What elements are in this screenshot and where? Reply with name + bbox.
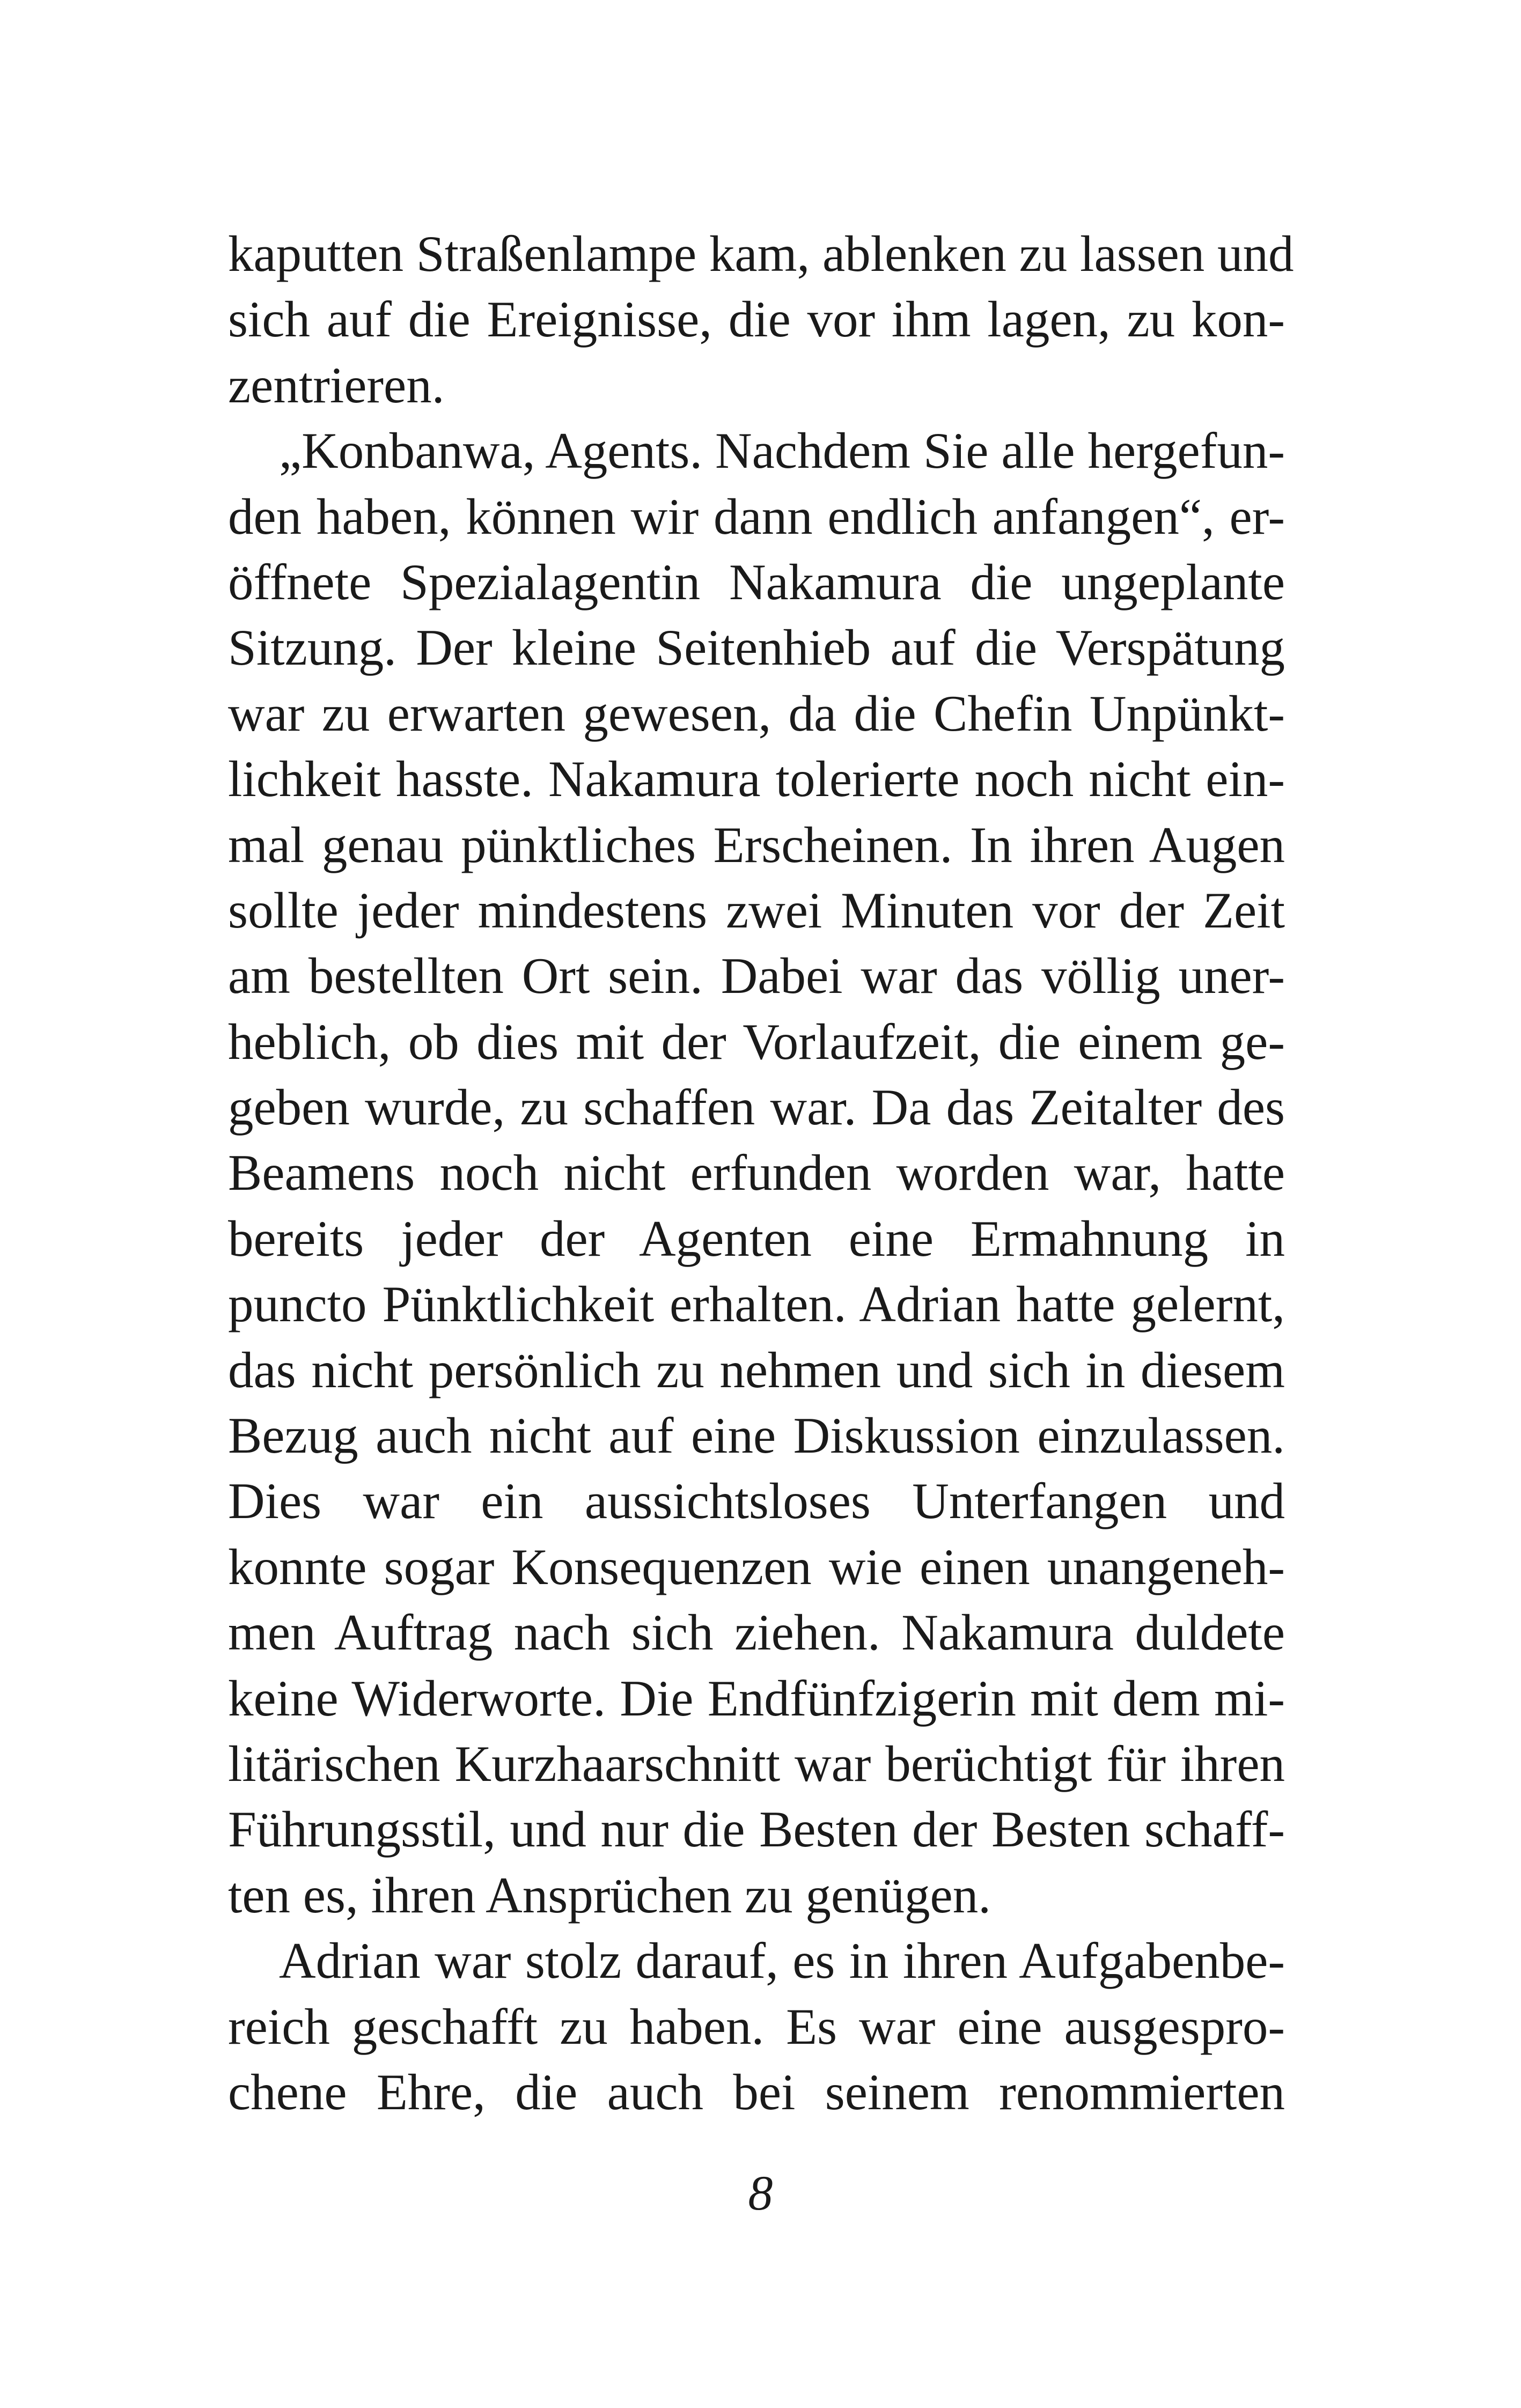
- text-line: reich geschafft zu haben. Es war eine ausgespro-: [228, 1998, 1285, 2055]
- text-line: keine Widerworte. Die Endfünfzigerin mit dem mi-: [228, 1669, 1285, 1727]
- text-line: sich auf die Ereignisse, die vor ihm lagen, zu kon-: [228, 291, 1285, 348]
- text-line: litärischen Kurzhaarschnitt war berüchtigt für ihren: [228, 1735, 1285, 1792]
- text-line: war zu erwarten gewesen, da die Chefin Unpünkt-: [228, 684, 1285, 742]
- page-number: 8: [748, 2166, 773, 2220]
- text-line: den haben, können wir dann endlich anfangen“, er-: [228, 488, 1285, 545]
- text-line: Beamens noch nicht erfunden worden war, hatte: [228, 1144, 1285, 1202]
- text-line: Adrian war stolz darauf, es in ihren Aufgabenbe-: [279, 1932, 1285, 1990]
- text-line: am bestellten Ort sein. Dabei war das völlig uner-: [228, 947, 1285, 1005]
- text-line: konnte sogar Konsequenzen wie einen unangeneh-: [228, 1538, 1285, 1595]
- text-line: lichkeit hasste. Nakamura tolerierte noch nicht ein-: [228, 750, 1285, 808]
- text-line: Führungsstil, und nur die Besten der Besten schaff-: [228, 1801, 1285, 1858]
- text-line: zentrieren.: [228, 356, 445, 414]
- text-line: Dies war ein aussichtsloses Unterfangen und: [228, 1472, 1285, 1530]
- text-line: öffnete Spezialagentin Nakamura die ungeplante: [228, 553, 1285, 610]
- text-line: das nicht persönlich zu nehmen und sich in diesem: [228, 1341, 1285, 1398]
- text-line: heblich, ob dies mit der Vorlaufzeit, die einem ge-: [228, 1013, 1285, 1070]
- body-text: [228, 221, 1294, 2125]
- text-line: puncto Pünktlichkeit erhalten. Adrian hatte gelernt,: [228, 1276, 1285, 1333]
- text-line: Bezug auch nicht auf eine Diskussion einzulassen.: [228, 1407, 1285, 1464]
- text-line: sollte jeder mindestens zwei Minuten vor der Zeit: [228, 881, 1285, 939]
- text-line: mal genau pünktliches Erscheinen. In ihren Augen: [228, 816, 1285, 873]
- text-line: men Auftrag nach sich ziehen. Nakamura duldete: [228, 1604, 1285, 1661]
- text-line: kaputten Straßenlampe kam, ablenken zu lassen und: [228, 225, 1294, 282]
- text-line: bereits jeder der Agenten eine Ermahnung in: [228, 1210, 1285, 1267]
- text-line: Sitzung. Der kleine Seitenhieb auf die Verspätung: [228, 619, 1285, 676]
- text-line: chene Ehre, die auch bei seinem renommierten: [228, 2063, 1285, 2120]
- text-line: ten es, ihren Ansprüchen zu genügen.: [228, 1866, 991, 1924]
- text-line: „Konbanwa, Agents. Nachdem Sie alle hergefun-: [279, 422, 1285, 480]
- text-line: geben wurde, zu schaffen war. Da das Zeitalter des: [228, 1079, 1285, 1136]
